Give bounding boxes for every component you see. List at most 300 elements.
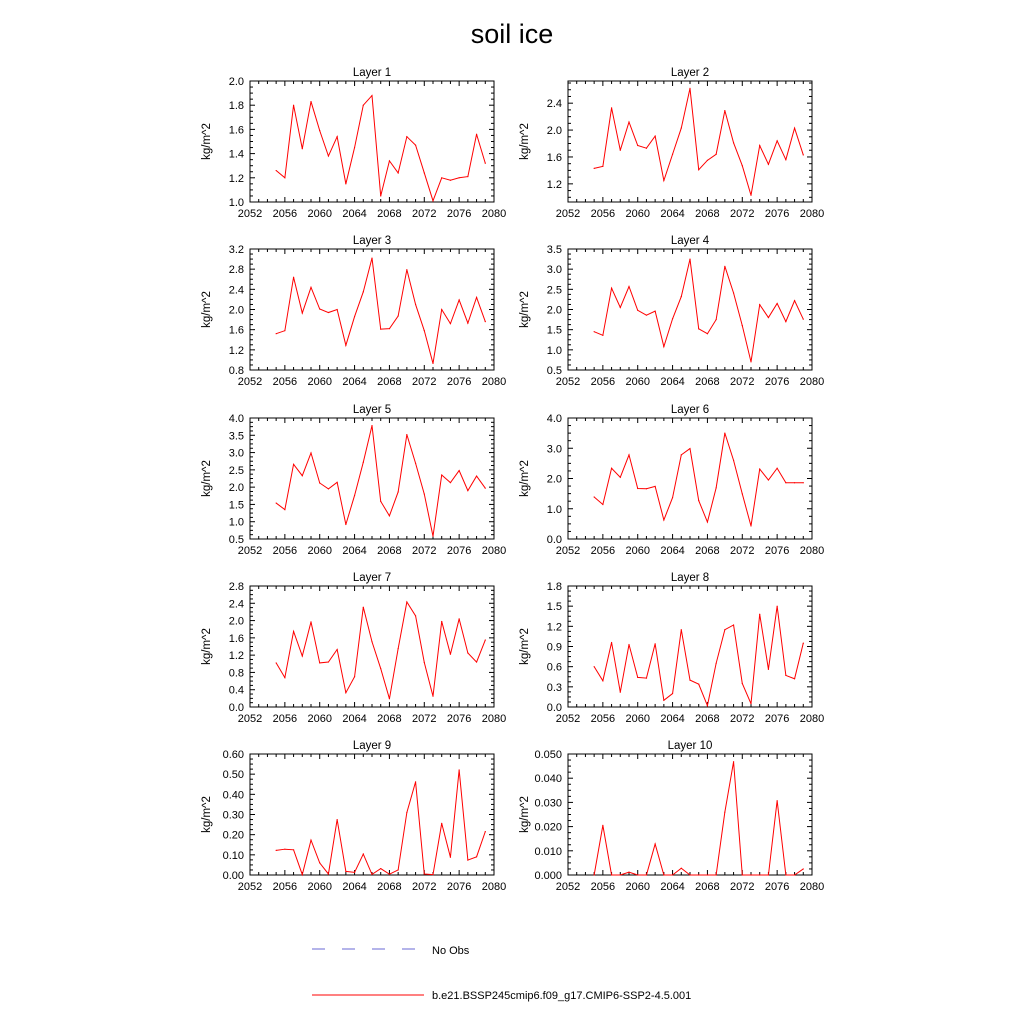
data-point: [337, 649, 338, 650]
data-point: [620, 150, 621, 151]
y-tick-label: 0.5: [546, 365, 562, 377]
data-point: [611, 874, 612, 875]
plot-frame: [250, 418, 494, 539]
y-tick-label: 0.020: [534, 821, 562, 834]
data-point: [476, 661, 477, 662]
x-tick-label: 2072: [730, 208, 755, 220]
data-point: [467, 652, 468, 653]
y-tick-label: 1.5: [228, 499, 244, 512]
data-point: [803, 154, 804, 155]
x-tick-label: 2080: [799, 208, 825, 220]
data-point: [594, 168, 595, 169]
y-tick-label: 1.0: [228, 197, 244, 209]
x-tick-label: 2072: [730, 713, 755, 725]
panel-layer-5: [201, 404, 506, 557]
data-point: [293, 631, 294, 632]
series-line: [276, 258, 485, 363]
y-tick-label: 0.3: [546, 681, 562, 694]
y-tick-label: 1.0: [546, 503, 562, 516]
data-point: [459, 470, 460, 471]
data-point: [319, 482, 320, 483]
data-point: [328, 661, 329, 662]
data-point: [716, 154, 717, 155]
y-axis-label: kg/m^2: [519, 460, 531, 497]
y-tick-label: 1.6: [228, 324, 244, 337]
y-tick-label: 1.8: [228, 100, 244, 113]
x-tick-label: 2052: [237, 376, 263, 388]
series-line: [594, 433, 803, 526]
x-tick-label: 2060: [307, 881, 332, 893]
series-line: [594, 88, 803, 195]
data-point: [276, 170, 277, 171]
data-point: [398, 491, 399, 492]
y-tick-label: 2.4: [228, 598, 244, 611]
data-point: [759, 145, 760, 146]
data-point: [733, 460, 734, 461]
data-point: [750, 525, 751, 526]
data-point: [698, 874, 699, 875]
plot-frame: [568, 81, 812, 202]
panel-layer-8: [519, 572, 824, 725]
data-point: [759, 614, 760, 615]
data-point: [594, 496, 595, 497]
data-point: [485, 488, 486, 489]
x-tick-label: 2052: [555, 545, 581, 557]
data-point: [663, 519, 664, 520]
y-tick-label: 1.0: [546, 344, 562, 357]
series-line: [594, 259, 803, 362]
data-point: [655, 843, 656, 844]
y-tick-label: 3.2: [228, 244, 244, 256]
data-point: [602, 825, 603, 826]
data-point: [432, 536, 433, 537]
data-point: [319, 862, 320, 863]
x-tick-label: 2060: [307, 545, 332, 557]
panel-title: Layer 2: [670, 67, 710, 79]
data-point: [794, 874, 795, 875]
data-point: [328, 488, 329, 489]
data-point: [354, 495, 355, 496]
x-tick-label: 2072: [412, 713, 437, 725]
x-tick-label: 2052: [237, 713, 263, 725]
data-point: [594, 331, 595, 332]
data-point: [424, 172, 425, 173]
x-tick-label: 2068: [377, 376, 402, 388]
data-point: [689, 680, 690, 681]
data-point: [689, 88, 690, 89]
panel-title: Layer 9: [352, 740, 392, 752]
x-tick-label: 2056: [272, 545, 298, 557]
data-point: [803, 868, 804, 869]
data-point: [345, 524, 346, 525]
data-point: [328, 155, 329, 156]
data-point: [441, 823, 442, 824]
data-point: [785, 159, 786, 160]
x-tick-label: 2052: [555, 713, 581, 725]
x-tick-label: 2052: [555, 881, 581, 893]
data-point: [337, 482, 338, 483]
y-tick-label: 0.030: [534, 797, 562, 810]
y-tick-label: 4.0: [546, 413, 562, 425]
data-point: [406, 434, 407, 435]
x-tick-label: 2064: [660, 376, 685, 388]
data-point: [803, 319, 804, 320]
data-point: [794, 482, 795, 483]
x-tick-label: 2056: [590, 545, 616, 557]
data-point: [371, 257, 372, 258]
data-point: [319, 130, 320, 131]
data-point: [302, 312, 303, 313]
data-point: [467, 490, 468, 491]
y-tick-label: 0.4: [228, 684, 244, 697]
series-line: [594, 606, 803, 705]
y-tick-label: 2.0: [228, 76, 244, 88]
data-point: [620, 477, 621, 478]
y-tick-label: 1.2: [546, 621, 562, 634]
data-point: [380, 868, 381, 869]
data-point: [602, 335, 603, 336]
y-tick-label: 0.010: [534, 845, 562, 858]
x-tick-label: 2056: [590, 376, 616, 388]
x-tick-label: 2052: [237, 545, 263, 557]
y-tick-label: 0.8: [228, 667, 244, 680]
x-tick-label: 2064: [342, 881, 367, 893]
data-point: [794, 678, 795, 679]
data-point: [724, 266, 725, 267]
y-tick-label: 2.0: [228, 615, 244, 628]
panel-title: Layer 5: [352, 404, 392, 416]
data-point: [432, 363, 433, 364]
y-tick-label: 0.20: [222, 829, 244, 842]
data-point: [646, 874, 647, 875]
data-point: [628, 644, 629, 645]
data-point: [450, 857, 451, 858]
data-point: [707, 705, 708, 706]
x-tick-label: 2060: [625, 208, 650, 220]
plot-frame: [568, 249, 812, 370]
data-point: [681, 127, 682, 128]
series-line: [276, 96, 485, 201]
data-point: [389, 515, 390, 516]
data-point: [284, 849, 285, 850]
data-point: [441, 309, 442, 310]
data-point: [302, 475, 303, 476]
data-point: [284, 677, 285, 678]
data-point: [803, 482, 804, 483]
x-tick-label: 2060: [307, 208, 332, 220]
panel-layer-2: [519, 67, 824, 220]
data-point: [750, 195, 751, 196]
data-point: [345, 345, 346, 346]
x-tick-label: 2068: [377, 208, 402, 220]
data-point: [276, 502, 277, 503]
data-point: [663, 180, 664, 181]
data-point: [646, 488, 647, 489]
y-tick-label: 2.0: [546, 473, 562, 486]
x-tick-label: 2072: [412, 208, 437, 220]
x-tick-label: 2080: [799, 376, 825, 388]
data-point: [611, 107, 612, 108]
data-point: [302, 874, 303, 875]
data-point: [310, 621, 311, 622]
x-tick-label: 2076: [446, 208, 472, 220]
data-point: [707, 521, 708, 522]
data-point: [637, 874, 638, 875]
data-point: [310, 101, 311, 102]
series-line: [276, 602, 485, 699]
data-point: [742, 325, 743, 326]
data-point: [389, 698, 390, 699]
data-point: [724, 433, 725, 434]
data-point: [759, 304, 760, 305]
x-tick-label: 2060: [307, 376, 332, 388]
data-point: [415, 781, 416, 782]
data-point: [424, 662, 425, 663]
data-point: [611, 468, 612, 469]
data-point: [276, 850, 277, 851]
y-tick-label: 3.5: [228, 430, 244, 443]
x-tick-label: 2064: [342, 713, 367, 725]
data-point: [750, 874, 751, 875]
data-point: [432, 874, 433, 875]
y-tick-label: 2.4: [546, 98, 562, 111]
data-point: [716, 874, 717, 875]
data-point: [354, 676, 355, 677]
data-point: [742, 165, 743, 166]
data-point: [716, 663, 717, 664]
data-point: [777, 800, 778, 801]
data-point: [724, 110, 725, 111]
y-axis-label: kg/m^2: [519, 291, 531, 328]
data-point: [319, 662, 320, 663]
data-point: [785, 482, 786, 483]
series-line: [276, 426, 485, 537]
y-axis-label: kg/m^2: [201, 796, 213, 833]
y-tick-label: 2.8: [228, 264, 244, 277]
x-tick-label: 2060: [307, 713, 332, 725]
data-point: [485, 163, 486, 164]
panel-layer-7: [201, 572, 506, 725]
data-point: [371, 641, 372, 642]
data-point: [777, 140, 778, 141]
panel-title: Layer 4: [670, 235, 710, 247]
data-point: [637, 145, 638, 146]
data-point: [328, 873, 329, 874]
data-point: [794, 300, 795, 301]
y-tick-label: 0.0: [546, 702, 562, 714]
data-point: [672, 874, 673, 875]
y-tick-label: 0.10: [222, 849, 244, 862]
data-point: [716, 319, 717, 320]
y-tick-label: 0.5: [228, 534, 244, 546]
x-tick-label: 2056: [590, 208, 616, 220]
data-point: [310, 452, 311, 453]
x-tick-label: 2072: [412, 545, 437, 557]
y-axis-label: kg/m^2: [201, 460, 213, 497]
x-tick-label: 2072: [730, 376, 755, 388]
y-axis-label: kg/m^2: [201, 291, 213, 328]
data-point: [459, 618, 460, 619]
x-tick-label: 2056: [272, 376, 298, 388]
data-point: [398, 172, 399, 173]
y-tick-label: 0.0: [546, 534, 562, 546]
data-point: [655, 136, 656, 137]
y-tick-label: 3.0: [228, 447, 244, 460]
y-axis-label: kg/m^2: [519, 123, 531, 160]
y-tick-label: 2.0: [228, 304, 244, 317]
x-tick-label: 2080: [481, 376, 507, 388]
data-point: [441, 474, 442, 475]
x-tick-label: 2072: [730, 881, 755, 893]
panel-title: Layer 10: [667, 740, 713, 752]
data-point: [663, 700, 664, 701]
data-point: [450, 323, 451, 324]
data-point: [406, 136, 407, 137]
series-line: [594, 762, 803, 875]
panel-layer-6: [519, 404, 824, 557]
data-point: [310, 840, 311, 841]
panel-title: Layer 8: [670, 572, 710, 584]
y-tick-label: 0.9: [546, 641, 562, 654]
y-tick-label: 1.6: [228, 632, 244, 645]
data-point: [380, 195, 381, 196]
data-point: [467, 323, 468, 324]
x-tick-label: 2064: [342, 208, 367, 220]
data-point: [655, 643, 656, 644]
x-tick-label: 2072: [412, 376, 437, 388]
x-tick-label: 2068: [695, 713, 720, 725]
data-point: [628, 121, 629, 122]
data-point: [363, 105, 364, 106]
x-tick-label: 2080: [481, 881, 507, 893]
x-tick-label: 2068: [695, 376, 720, 388]
data-point: [681, 454, 682, 455]
x-tick-label: 2076: [446, 713, 472, 725]
data-point: [646, 677, 647, 678]
data-point: [476, 856, 477, 857]
y-tick-label: 1.0: [228, 516, 244, 529]
panel-title: Layer 6: [670, 404, 710, 416]
data-point: [337, 819, 338, 820]
x-tick-label: 2080: [799, 713, 825, 725]
x-tick-label: 2056: [590, 713, 616, 725]
y-tick-label: 0.8: [228, 365, 244, 377]
x-tick-label: 2056: [272, 881, 298, 893]
data-point: [476, 297, 477, 298]
data-point: [681, 868, 682, 869]
data-point: [363, 607, 364, 608]
data-point: [742, 874, 743, 875]
x-tick-label: 2056: [590, 881, 616, 893]
y-tick-label: 0.00: [222, 870, 244, 882]
x-tick-label: 2068: [695, 545, 720, 557]
y-tick-label: 2.4: [228, 284, 244, 297]
y-tick-label: 3.0: [546, 443, 562, 456]
x-tick-label: 2064: [660, 208, 685, 220]
data-point: [611, 642, 612, 643]
plot-frame: [250, 586, 494, 707]
data-point: [415, 145, 416, 146]
x-tick-label: 2076: [764, 208, 790, 220]
data-point: [450, 654, 451, 655]
data-point: [785, 321, 786, 322]
data-point: [785, 675, 786, 676]
data-point: [777, 606, 778, 607]
x-tick-label: 2052: [237, 208, 263, 220]
data-point: [620, 874, 621, 875]
x-tick-label: 2068: [377, 713, 402, 725]
data-point: [328, 312, 329, 313]
data-point: [742, 683, 743, 684]
data-point: [293, 849, 294, 850]
data-point: [284, 509, 285, 510]
panel-title: Layer 3: [352, 235, 392, 247]
x-tick-label: 2076: [764, 545, 790, 557]
data-point: [415, 463, 416, 464]
data-point: [698, 169, 699, 170]
data-point: [485, 831, 486, 832]
data-point: [768, 317, 769, 318]
data-point: [476, 475, 477, 476]
data-point: [759, 874, 760, 875]
y-tick-label: 3.0: [546, 264, 562, 277]
y-tick-label: 2.0: [228, 482, 244, 495]
data-point: [672, 497, 673, 498]
data-point: [637, 488, 638, 489]
data-point: [602, 680, 603, 681]
data-point: [681, 296, 682, 297]
legend-label-no-obs: No Obs: [432, 945, 470, 957]
data-point: [406, 812, 407, 813]
data-point: [611, 288, 612, 289]
legend-label-case: b.e21.BSSP245cmip6.f09_g17.CMIP6-SSP2-4.5.001: [432, 990, 692, 1002]
data-point: [276, 662, 277, 663]
data-point: [363, 462, 364, 463]
data-point: [441, 621, 442, 622]
x-tick-label: 2068: [695, 208, 720, 220]
data-point: [380, 329, 381, 330]
data-point: [398, 648, 399, 649]
data-point: [363, 853, 364, 854]
data-point: [646, 315, 647, 316]
panel-layer-3: [201, 235, 506, 388]
data-point: [698, 328, 699, 329]
data-point: [716, 487, 717, 488]
data-point: [689, 448, 690, 449]
data-point: [742, 493, 743, 494]
y-tick-label: 2.0: [546, 125, 562, 138]
data-point: [354, 872, 355, 873]
x-tick-label: 2064: [660, 881, 685, 893]
data-point: [602, 166, 603, 167]
data-point: [406, 269, 407, 270]
data-point: [415, 304, 416, 305]
data-point: [432, 696, 433, 697]
y-tick-label: 2.8: [228, 581, 244, 593]
x-tick-label: 2080: [799, 881, 825, 893]
y-tick-label: 2.0: [546, 304, 562, 317]
y-tick-label: 1.2: [228, 172, 244, 185]
x-tick-label: 2068: [377, 881, 402, 893]
data-point: [459, 769, 460, 770]
y-tick-label: 0.30: [222, 809, 244, 822]
panel-title: Layer 7: [352, 572, 392, 584]
y-tick-label: 0.6: [546, 661, 562, 674]
x-tick-label: 2064: [660, 545, 685, 557]
x-tick-label: 2052: [555, 376, 581, 388]
data-point: [371, 95, 372, 96]
data-point: [389, 160, 390, 161]
